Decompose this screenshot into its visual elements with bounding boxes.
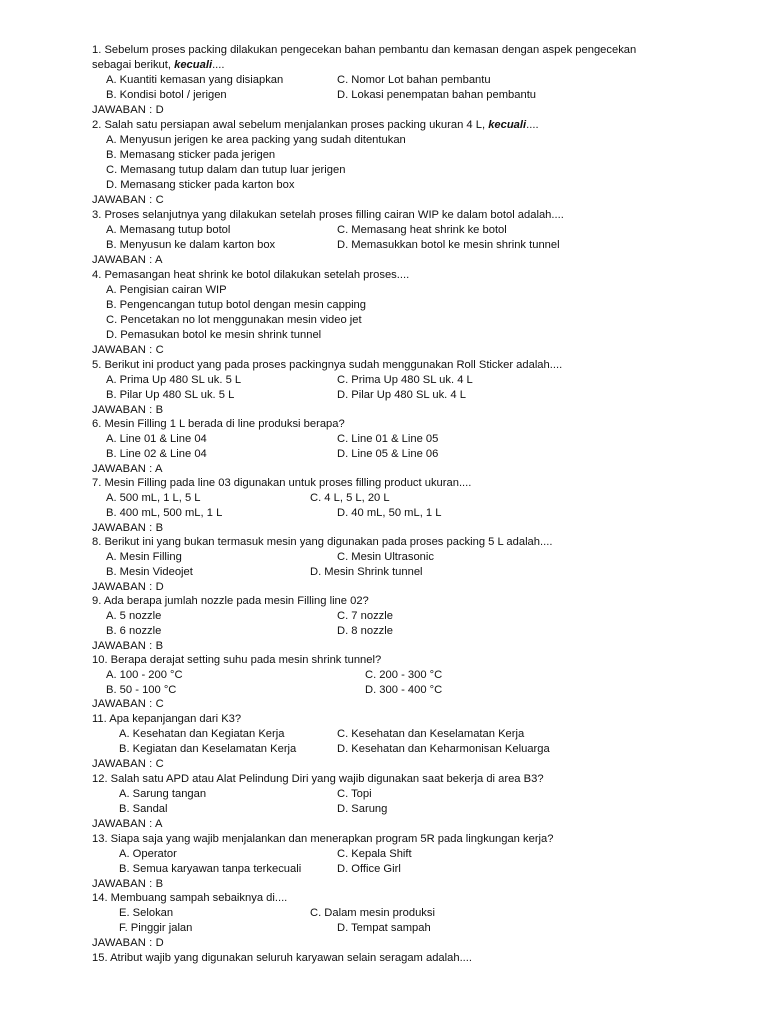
question-10: 10. Berapa derajat setting suhu pada mesin shrink tunnel? [92,654,382,666]
option: A. Prima Up 480 SL uk. 5 L [106,374,242,386]
option: B. Memasang sticker pada jerigen [106,149,276,161]
question-5: 5. Berikut ini product yang pada proses packingnya sudah menggunakan Roll Sticker adalah.... [92,359,563,371]
question-3: 3. Proses selanjutnya yang dilakukan setelah proses filling cairan WIP ke dalam botol adalah.... [92,209,564,221]
option: B. 50 - 100 °C [106,684,177,696]
option: A. Sarung tangan [119,788,207,800]
option: A. 5 nozzle [106,610,162,622]
option: C. Mesin Ultrasonic [337,551,434,563]
answer-9: JAWABAN : B [92,640,164,652]
option: D. 40 mL, 50 mL, 1 L [337,507,442,519]
answer-4: JAWABAN : C [92,344,164,356]
option: C. Memasang heat shrink ke botol [337,224,507,236]
question-2: 2. Salah satu persiapan awal sebelum menjalankan proses packing ukuran 4 L, kecuali.... [92,119,539,131]
option: D. 8 nozzle [337,625,393,637]
option: F. Pinggir jalan [119,922,193,934]
exception-emphasis: kecuali [488,119,527,131]
question-7: 7. Mesin Filling pada line 03 digunakan untuk proses filling product ukuran.... [92,477,472,489]
option: A. Pengisian cairan WIP [106,284,227,296]
option: D. Pemasukan botol ke mesin shrink tunnel [106,329,322,341]
option: A. Line 01 & Line 04 [106,433,207,445]
question-9: 9. Ada berapa jumlah nozzle pada mesin Filling line 02? [92,595,369,607]
question-1: 1. Sebelum proses packing dilakukan pengecekan bahan pembantu dan kemasan dengan aspek pengecekan [92,44,637,56]
answer-8: JAWABAN : D [92,581,164,593]
question-8: 8. Berikut ini yang bukan termasuk mesin yang digunakan pada proses packing 5 L adalah.... [92,536,553,548]
option: A. Menyusun jerigen ke area packing yang sudah ditentukan [106,134,406,146]
option: A. Mesin Filling [106,551,182,563]
option: D. Line 05 & Line 06 [337,448,439,460]
option: C. Topi [337,788,372,800]
option: C. 4 L, 5 L, 20 L [310,492,390,504]
answer-14: JAWABAN : D [92,937,164,949]
answer-11: JAWABAN : C [92,758,164,770]
option: C. Pencetakan no lot menggunakan mesin video jet [106,314,362,326]
option: D. 300 - 400 °C [365,684,443,696]
question-1-line-2: sebagai berikut, kecuali.... [92,59,225,71]
option: B. Pengencangan tutup botol dengan mesin capping [106,299,367,311]
option: D. Mesin Shrink tunnel [310,566,423,578]
question-12: 12. Salah satu APD atau Alat Pelindung Diri yang wajib digunakan saat bekerja di area B3? [92,773,544,785]
option: C. Kesehatan dan Keselamatan Kerja [337,728,525,740]
option: B. Kondisi botol / jerigen [106,89,227,101]
answer-5: JAWABAN : B [92,404,164,416]
question-6: 6. Mesin Filling 1 L berada di line produksi berapa? [92,418,345,430]
option: A. 100 - 200 °C [106,669,183,681]
answer-13: JAWABAN : B [92,878,164,890]
answer-12: JAWABAN : A [92,818,163,830]
option: C. Dalam mesin produksi [310,907,435,919]
option: C. Kepala Shift [337,848,412,860]
option: D. Pilar Up 480 SL uk. 4 L [337,389,466,401]
option: D. Tempat sampah [337,922,431,934]
option: E. Selokan [119,907,174,919]
option: C. 7 nozzle [337,610,393,622]
option: C. Prima Up 480 SL uk. 4 L [337,374,473,386]
option: D. Office Girl [337,863,401,875]
option: B. Semua karyawan tanpa terkecuali [119,863,302,875]
option: D. Kesehatan dan Keharmonisan Keluarga [337,743,550,755]
question-13: 13. Siapa saja yang wajib menjalankan dan menerapkan program 5R pada lingkungan kerja? [92,833,554,845]
answer-6: JAWABAN : A [92,463,163,475]
option: A. Kuantiti kemasan yang disiapkan [106,74,284,86]
option: A. 500 mL, 1 L, 5 L [106,492,201,504]
option: D. Memasukkan botol ke mesin shrink tunnel [337,239,560,251]
question-14: 14. Membuang sampah sebaiknya di.... [92,892,288,904]
option: B. Pilar Up 480 SL uk. 5 L [106,389,235,401]
option: B. Mesin Videojet [106,566,193,578]
answer-10: JAWABAN : C [92,698,164,710]
option: C. Memasang tutup dalam dan tutup luar jerigen [106,164,346,176]
question-15: 15. Atribut wajib yang digunakan seluruh karyawan selain seragam adalah.... [92,952,473,964]
answer-3: JAWABAN : A [92,254,163,266]
question-11: 11. Apa kepanjangan dari K3? [92,713,242,725]
option: D. Sarung [337,803,388,815]
option: A. Memasang tutup botol [106,224,231,236]
option: A. Kesehatan dan Kegiatan Kerja [119,728,285,740]
option: B. Menyusun ke dalam karton box [106,239,276,251]
option: B. Line 02 & Line 04 [106,448,207,460]
option: B. 400 mL, 500 mL, 1 L [106,507,223,519]
answer-1: JAWABAN : D [92,104,164,116]
option: B. Kegiatan dan Keselamatan Kerja [119,743,297,755]
answer-7: JAWABAN : B [92,522,164,534]
option: C. 200 - 300 °C [365,669,443,681]
question-4: 4. Pemasangan heat shrink ke botol dilakukan setelah proses.... [92,269,410,281]
exception-emphasis: kecuali [174,59,213,71]
option: D. Lokasi penempatan bahan pembantu [337,89,537,101]
option: B. 6 nozzle [106,625,162,637]
option: C. Line 01 & Line 05 [337,433,439,445]
answer-2: JAWABAN : C [92,194,164,206]
option: D. Memasang sticker pada karton box [106,179,295,191]
option: B. Sandal [119,803,168,815]
option: A. Operator [119,848,177,860]
option: C. Nomor Lot bahan pembantu [337,74,491,86]
